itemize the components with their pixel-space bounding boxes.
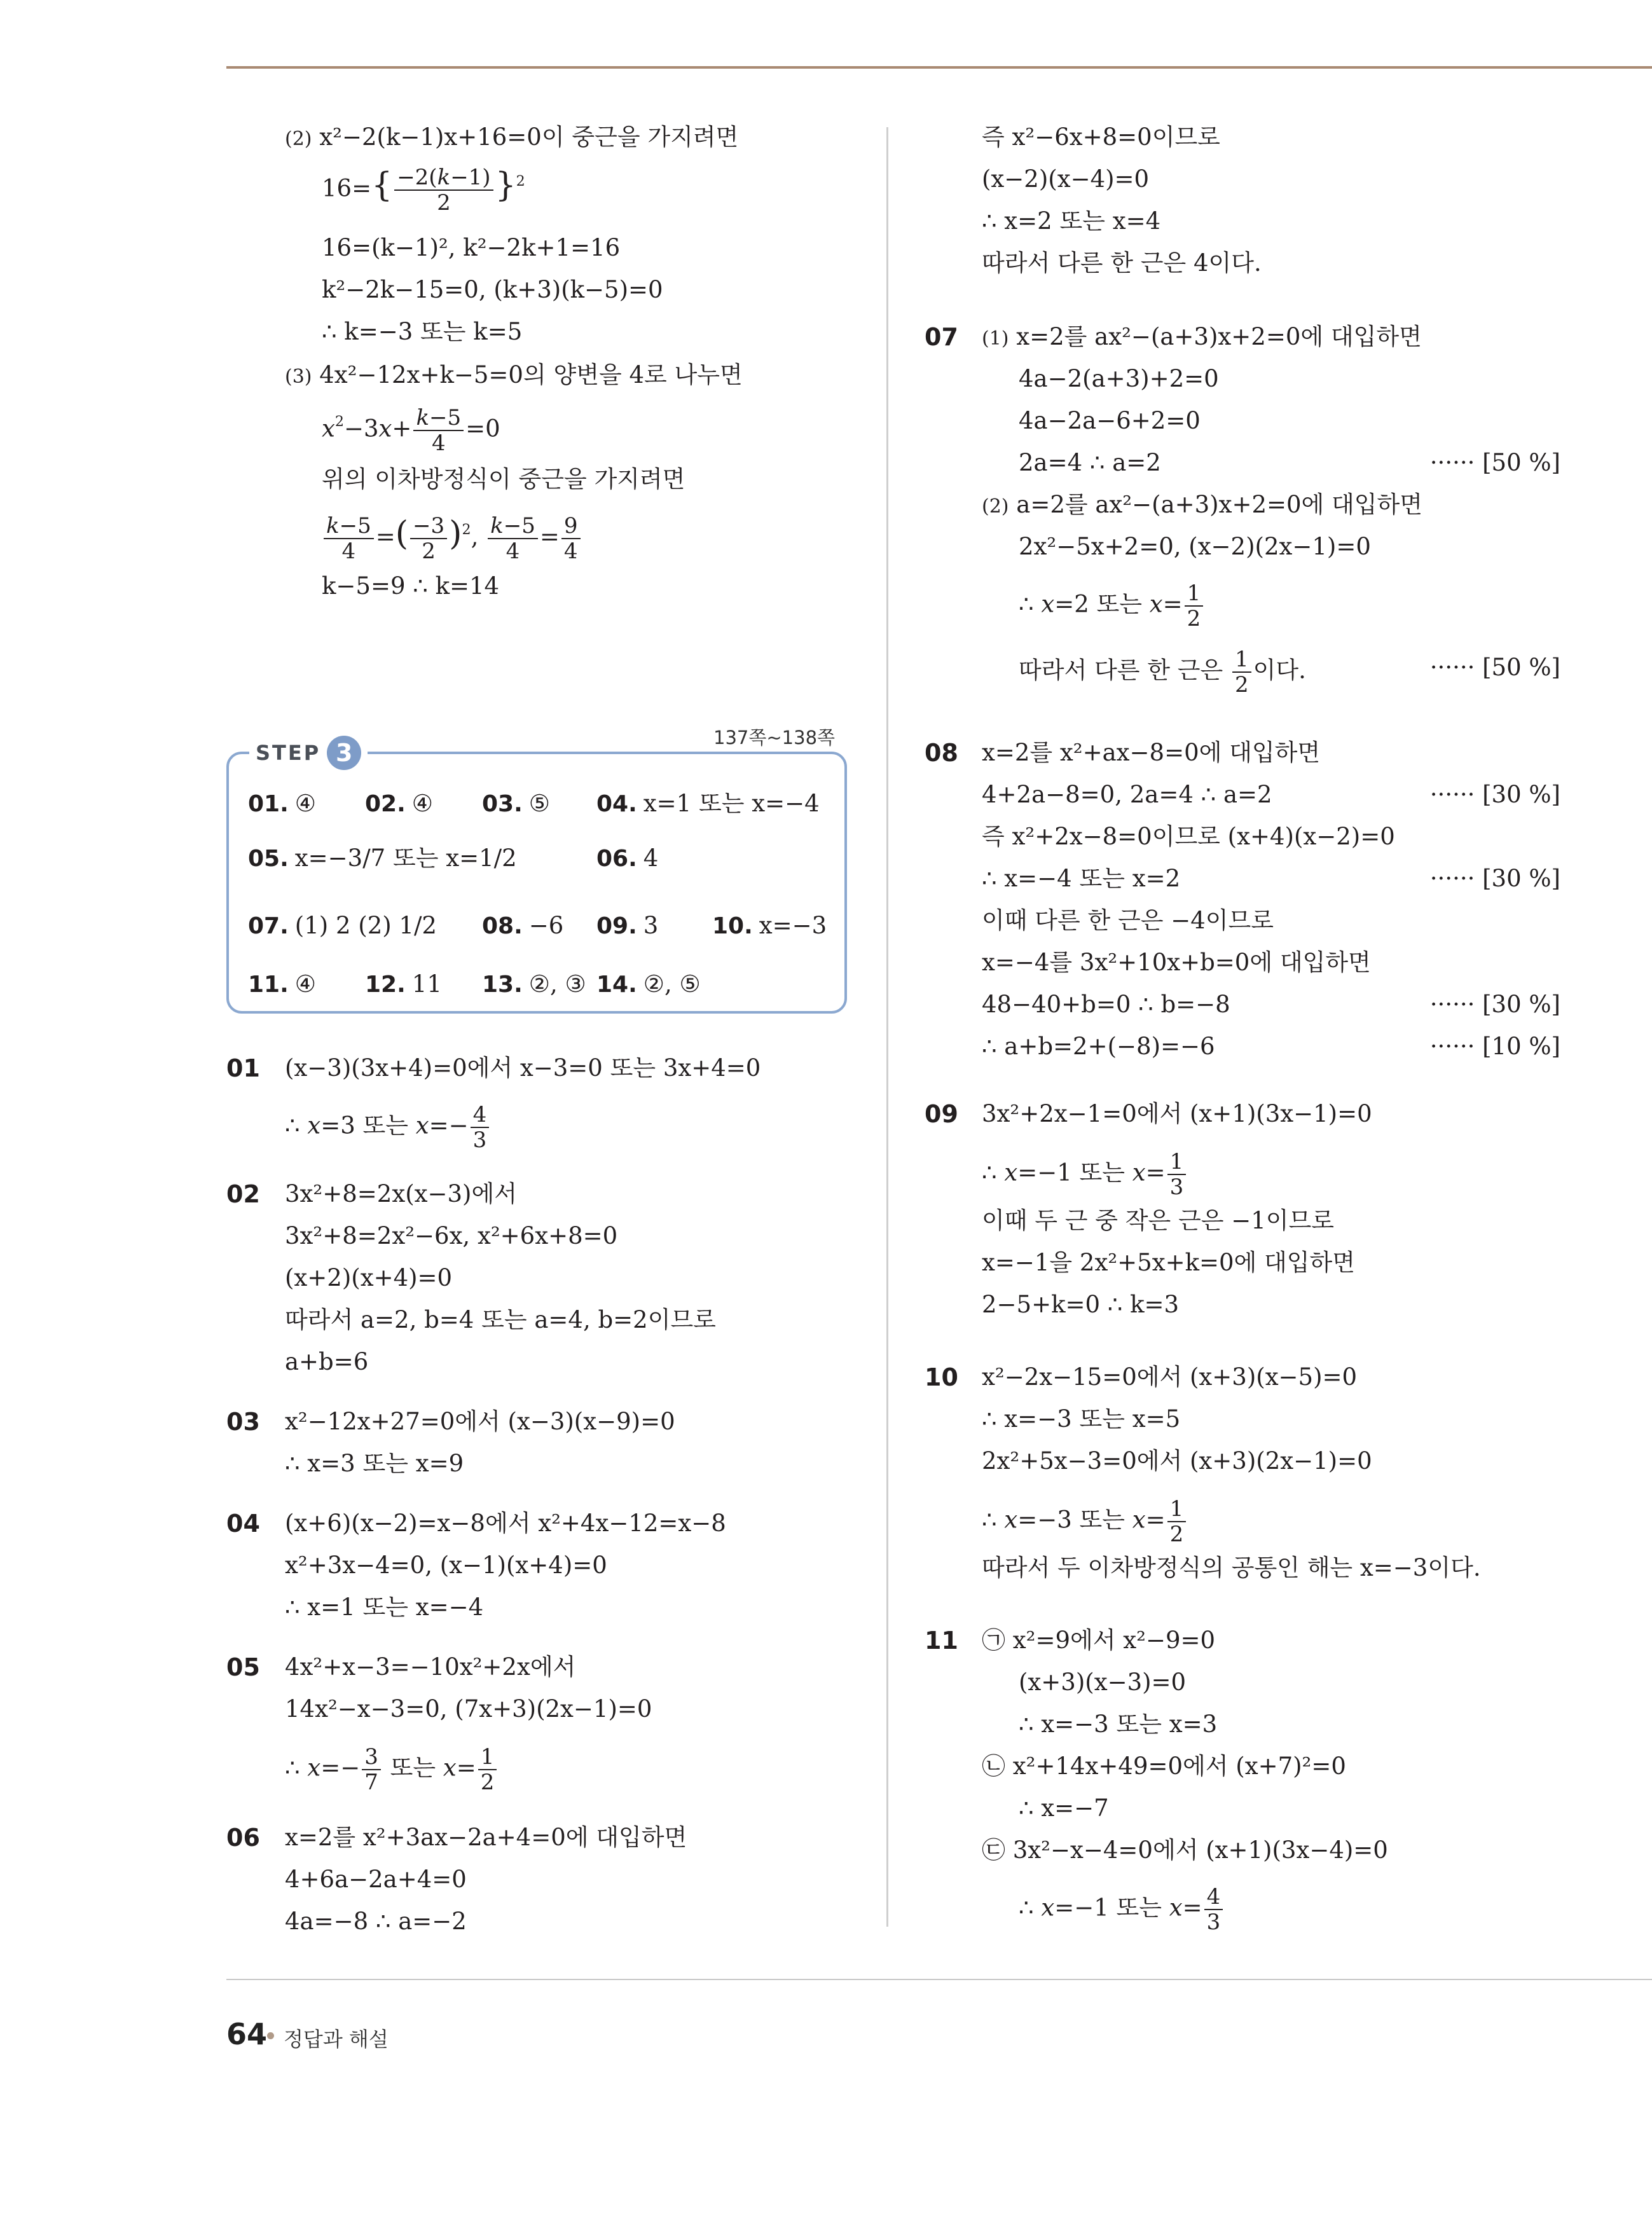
problem-number-07: 07 <box>925 323 958 351</box>
q02-line-4: 따라서 a=2, b=4 또는 a=4, b=2이므로 <box>285 1306 716 1333</box>
q08-score-1: ······ [30 %] <box>1429 781 1560 808</box>
problem-number-09: 09 <box>925 1100 958 1128</box>
q05-line-2: 14x²−x−3=0, (7x+3)(2x−1)=0 <box>285 1695 652 1723</box>
answer-02: 02. ④ <box>365 790 433 817</box>
q10-line-3: 2x²+5x−3=0에서 (x+3)(2x−1)=0 <box>982 1447 1372 1475</box>
p3-line-4: $\frac{k-5}{4}$ =( $\frac{-3}{2}$ )$^2$, $\frac{k-5}{4}$ = $\frac{9}{4}$ <box>322 515 582 562</box>
q02-line-1: 3x²+8=2x(x−3)에서 <box>285 1180 517 1208</box>
q09-line-5: 2−5+k=0 ∴ k=3 <box>982 1291 1180 1318</box>
p2-line-2: 16={ $\frac{-2(k-1)}{2}$ }$^2$ <box>322 165 525 216</box>
q09-line-2: ∴ x=−1 또는 x= $\frac{1}{3}$ <box>982 1151 1188 1198</box>
problem-number-06: 06 <box>226 1824 260 1852</box>
problem-number-03: 03 <box>226 1408 260 1436</box>
problem-number-05: 05 <box>226 1653 260 1681</box>
q07-line-2: 4a−2(a+3)+2=0 <box>1019 365 1219 392</box>
step-tab <box>249 734 368 772</box>
problem-number-02: 02 <box>226 1180 260 1208</box>
problem-number-11: 11 <box>925 1627 958 1655</box>
answer-14: 14. ②, ⑤ <box>596 970 701 998</box>
p3-line-2: $x^2-3x+$ $\frac{k-5}{4}$ =0 <box>322 405 500 456</box>
q11-line-7: ∴ x=−1 또는 x= $\frac{4}{3}$ <box>1019 1886 1225 1933</box>
q07-line-7: ∴ x=2 또는 x= $\frac{1}{2}$ <box>1019 582 1205 630</box>
q08-line-8: ∴ a+b=2+(−8)=−6 <box>982 1033 1215 1060</box>
q08-score-4: ······ [10 %] <box>1429 1033 1560 1060</box>
answer-03: 03. ⑤ <box>482 790 550 817</box>
step-number-badge: 3 <box>327 736 361 770</box>
problem-number-04: 04 <box>226 1510 260 1538</box>
answer-12: 12. 11 <box>365 970 442 998</box>
q07-line-4: 2a=4 ∴ a=2 <box>1019 449 1161 476</box>
bottom-rule <box>226 1979 1652 1980</box>
q09-line-1: 3x²+2x−1=0에서 (x+1)(3x−1)=0 <box>982 1100 1372 1127</box>
q07-line-8: 따라서 다른 한 근은 $\frac{1}{2}$ 이다. <box>1019 647 1306 698</box>
q11-line-5: ∴ x=−7 <box>1019 1794 1109 1822</box>
p2-line-4: k²−2k−15=0, (k+3)(k−5)=0 <box>322 276 663 303</box>
q07-line-6: 2x²−5x+2=0, (x−2)(2x−1)=0 <box>1019 533 1371 560</box>
p3-line-1: (3) 4x²−12x+k−5=0의 양변을 4로 나누면 <box>285 361 743 389</box>
p3-line-5: k−5=9 ∴ k=14 <box>322 572 500 600</box>
q08-line-4: ∴ x=−4 또는 x=2 <box>982 865 1181 892</box>
answer-04: 04. x=1 또는 x=−4 <box>596 790 820 817</box>
answer-07: 07. (1) 2 (2) 1/2 <box>248 912 437 939</box>
q10-line-4: ∴ x=−3 또는 x= $\frac{1}{2}$ <box>982 1498 1188 1545</box>
column-divider <box>886 127 888 1927</box>
q03-line-1: x²−12x+27=0에서 (x−3)(x−9)=0 <box>285 1408 675 1435</box>
q08-line-7: 48−40+b=0 ∴ b=−8 <box>982 991 1230 1018</box>
r06-line-3: ∴ x=2 또는 x=4 <box>982 207 1161 235</box>
step-label: STEP <box>256 741 321 765</box>
q10-line-5: 따라서 두 이차방정식의 공통인 해는 x=−3이다. <box>982 1554 1481 1581</box>
q09-line-3: 이때 두 근 중 작은 근은 −1이므로 <box>982 1207 1335 1234</box>
r06-line-4: 따라서 다른 한 근은 4이다. <box>982 249 1262 277</box>
q02-line-5: a+b=6 <box>285 1348 369 1375</box>
p3-line-3: 위의 이차방정식이 중근을 가지려면 <box>322 465 685 493</box>
q06-line-3: 4a=−8 ∴ a=−2 <box>285 1908 467 1935</box>
q10-line-2: ∴ x=−3 또는 x=5 <box>982 1405 1181 1433</box>
problem-number-08: 08 <box>925 739 958 767</box>
answer-06: 06. 4 <box>596 844 659 872</box>
q08-line-5: 이때 다른 한 근은 −4이므로 <box>982 907 1274 934</box>
q08-score-2: ······ [30 %] <box>1429 865 1560 892</box>
q08-line-1: x=2를 x²+ax−8=0에 대입하면 <box>982 739 1321 766</box>
footer-title: 정답과 해설 <box>284 2027 389 2051</box>
q08-line-6: x=−4를 3x²+10x+b=0에 대입하면 <box>982 949 1371 976</box>
q10-line-1: x²−2x−15=0에서 (x+3)(x−5)=0 <box>982 1363 1358 1391</box>
p2-line-1: (2) x²−2(k−1)x+16=0이 중근을 가지려면 <box>285 123 739 151</box>
answer-01: 01. ④ <box>248 790 316 817</box>
right-column <box>925 0 1560 1971</box>
q04-line-1: (x+6)(x−2)=x−8에서 x²+4x−12=x−8 <box>285 1510 726 1537</box>
footer-dot <box>267 2032 274 2039</box>
q08-line-3: 즉 x²+2x−8=0이므로 (x+4)(x−2)=0 <box>982 823 1395 850</box>
q06-line-1: x=2를 x²+3ax−2a+4=0에 대입하면 <box>285 1824 687 1851</box>
answer-11: 11. ④ <box>248 970 316 998</box>
q01-line-2: ∴ x=3 또는 x=− $\frac{4}{3}$ <box>285 1104 491 1151</box>
q02-line-2: 3x²+8=2x²−6x, x²+6x+8=0 <box>285 1222 618 1249</box>
q03-line-2: ∴ x=3 또는 x=9 <box>285 1450 464 1477</box>
problem-number-10: 10 <box>925 1363 958 1391</box>
p2-line-3: 16=(k−1)², k²−2k+1=16 <box>322 234 621 261</box>
q04-line-2: x²+3x−4=0, (x−1)(x+4)=0 <box>285 1552 607 1579</box>
q11-line-1: ㉠ x²=9에서 x²−9=0 <box>982 1627 1216 1654</box>
p2-line-5: ∴ k=−3 또는 k=5 <box>322 318 523 345</box>
answer-05: 05. x=−3/7 또는 x=1/2 <box>248 844 517 872</box>
q08-score-3: ······ [30 %] <box>1429 991 1560 1018</box>
q07-line-1: (1) x=2를 ax²−(a+3)x+2=0에 대입하면 <box>982 323 1422 350</box>
page-number: 64 <box>226 2017 268 2051</box>
q11-line-2: (x+3)(x−3)=0 <box>1019 1669 1187 1696</box>
q07-score-2: ······ [50 %] <box>1429 654 1560 681</box>
q04-line-3: ∴ x=1 또는 x=−4 <box>285 1593 484 1621</box>
q11-line-4: ㉡ x²+14x+49=0에서 (x+7)²=0 <box>982 1752 1346 1780</box>
q11-line-6: ㉢ 3x²−x−4=0에서 (x+1)(3x−4)=0 <box>982 1836 1388 1864</box>
q08-line-2: 4+2a−8=0, 2a=4 ∴ a=2 <box>982 781 1272 808</box>
problem-number-01: 01 <box>226 1054 260 1082</box>
answer-09: 09. 3 <box>596 912 659 939</box>
q01-line-1: (x−3)(3x+4)=0에서 x−3=0 또는 3x+4=0 <box>285 1054 761 1082</box>
r06-line-2: (x−2)(x−4)=0 <box>982 165 1150 193</box>
q05-line-3: ∴ x=− $\frac{3}{7}$ 또는 x= $\frac{1}{2}$ <box>285 1746 499 1793</box>
answer-08: 08. −6 <box>482 912 564 939</box>
q11-line-3: ∴ x=−3 또는 x=3 <box>1019 1710 1218 1738</box>
q07-score-1: ······ [50 %] <box>1429 449 1560 476</box>
q07-line-5: (2) a=2를 ax²−(a+3)x+2=0에 대입하면 <box>982 491 1423 518</box>
answer-10: 10. x=−3 <box>712 912 827 939</box>
q05-line-1: 4x²+x−3=−10x²+2x에서 <box>285 1653 576 1681</box>
q02-line-3: (x+2)(x+4)=0 <box>285 1264 453 1291</box>
q07-line-3: 4a−2a−6+2=0 <box>1019 407 1201 434</box>
q06-line-2: 4+6a−2a+4=0 <box>285 1866 467 1893</box>
page-range: 137쪽~138쪽 <box>713 727 836 748</box>
r06-line-1: 즉 x²−6x+8=0이므로 <box>982 123 1220 151</box>
q09-line-4: x=−1을 2x²+5x+k=0에 대입하면 <box>982 1249 1355 1276</box>
answer-13: 13. ②, ③ <box>482 970 586 998</box>
